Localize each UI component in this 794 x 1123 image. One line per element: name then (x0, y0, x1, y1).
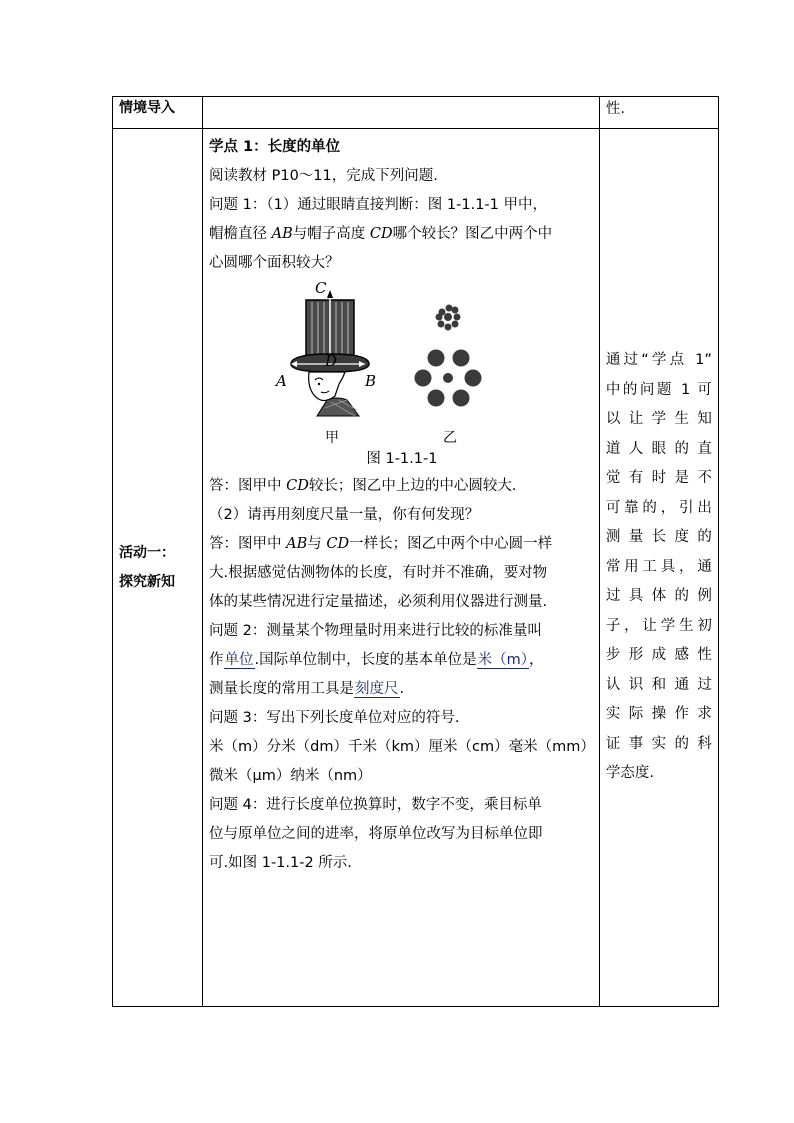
note-line: 过具体的例 (605, 588, 712, 605)
answer-1 (209, 472, 595, 501)
activity-label-line1: 活动一： (119, 544, 175, 561)
math-ab: AB (286, 536, 308, 552)
text-span: 与 (307, 536, 327, 552)
question-4-line3: 可.如图 1-1.1-2 所示. (209, 855, 352, 871)
text-span: 较长；图乙中上边的中心圆较大. (308, 478, 517, 494)
question-3-line2: 米（m）分米（dm）千米（km）厘米（cm）毫米（mm） (209, 739, 595, 755)
question-2-line3 (209, 675, 595, 704)
sub-label-right: 乙 (443, 430, 457, 446)
answer-2-line3: 体的某些情况进行定量描述，必须利用仪器进行测量. (209, 594, 548, 610)
sub-label-left: 甲 (325, 430, 339, 446)
answer-blank-unit: 单位 (224, 652, 254, 668)
text-span: ， (528, 652, 544, 668)
text-span: 帽檐直径 (209, 226, 272, 242)
question-4-line2: 位与原单位之间的进率，将原单位改写为目标单位即 (209, 826, 543, 842)
note-line: 通过“学点 1” (605, 352, 712, 369)
table-row (113, 129, 719, 1007)
text-span: 与帽子高度 (292, 226, 370, 242)
question-2-line1: 问题 2：测量某个物理量时用来进行比较的标准量叫 (209, 623, 542, 639)
note-line: 实际操作求 (605, 706, 712, 723)
note-line: 可靠的，引出 (605, 499, 712, 516)
question-2-line2 (209, 646, 595, 675)
text-span: 答：图甲中 (209, 478, 287, 494)
row-label-situation: 情境导入 (113, 97, 203, 129)
math-ab: AB (271, 226, 293, 242)
label-b: B (365, 372, 377, 390)
activity-label-line2: 探究新知 (119, 573, 175, 590)
label-d: D (325, 352, 338, 370)
figure-caption: 图 1-1.1-1 (366, 451, 438, 467)
text-span: 一样长；图乙中两个中心圆一样 (349, 536, 553, 552)
intro-text: 阅读教材 P10～11，完成下列问题. (209, 168, 438, 184)
label-c: C (315, 280, 327, 297)
section-heading: 学点 1：长度的单位 (209, 139, 341, 155)
note-line: 测量长度的 (605, 529, 712, 546)
note-line: 证事实的科 (605, 735, 712, 752)
math-cd: CD (286, 478, 309, 494)
lesson-plan-table (112, 96, 719, 1007)
note-line: 道人眼的直 (605, 440, 712, 457)
text-span: 哪个较长？图乙中两个中 (392, 226, 553, 242)
answer-2-line1 (209, 530, 595, 559)
note-line: 常用工具，通 (605, 558, 712, 575)
question-4-line1: 问题 4：进行长度单位换算时，数字不变，乘目标单 (209, 797, 542, 813)
table-row (113, 97, 719, 129)
answer-blank-meter: 米（m） (477, 652, 528, 668)
row-content-situation (203, 97, 600, 129)
question-1-line2 (209, 220, 595, 249)
teaching-note (599, 129, 718, 1007)
note-line: 步形成感性 (605, 647, 712, 664)
text-span: 作 (209, 652, 224, 668)
activity-content (203, 129, 600, 1007)
note-line: 学态度. (605, 765, 654, 782)
label-a: A (276, 372, 287, 390)
note-line: 觉有时是不 (605, 470, 712, 487)
row-note-situation: 性. (599, 97, 718, 129)
note-line: 以让学生知 (605, 411, 712, 428)
note-line: 认识和通过 (605, 676, 712, 693)
math-cd: CD (369, 226, 393, 242)
question-1-line3: 心圆哪个面积较大？ (209, 255, 340, 271)
math-cd: CD (326, 536, 350, 552)
circles-illustration (415, 305, 482, 407)
note-line: 子，让学生初 (605, 617, 712, 634)
question-1-line1: 问题 1：（1）通过眼睛直接判断：图 1-1.1-1 甲中， (209, 197, 548, 213)
text-span: 答：图甲中 (209, 536, 287, 552)
question-3-line1: 问题 3：写出下列长度单位对应的符号. (209, 710, 460, 726)
note-line: 中的问题 1 可 (605, 381, 712, 398)
answer-2-line2: 大.根据感觉估测物体的长度，有时并不准确，要对物 (209, 565, 548, 581)
row-label-activity (113, 129, 203, 1007)
answer-blank-ruler: 刻度尺 (355, 681, 399, 697)
text-span: .国际单位制中，长度的基本单位是 (254, 652, 477, 668)
figure-1-1-1 (209, 280, 595, 448)
figure-illustration (209, 280, 587, 448)
text-span: . (399, 681, 405, 697)
question-1b: （2）请再用刻度尺量一量，你有何发现？ (209, 507, 480, 523)
text-span: 测量长度的常用工具是 (209, 681, 354, 697)
question-3-line3: 微米（μm）纳米（nm） (209, 768, 372, 784)
